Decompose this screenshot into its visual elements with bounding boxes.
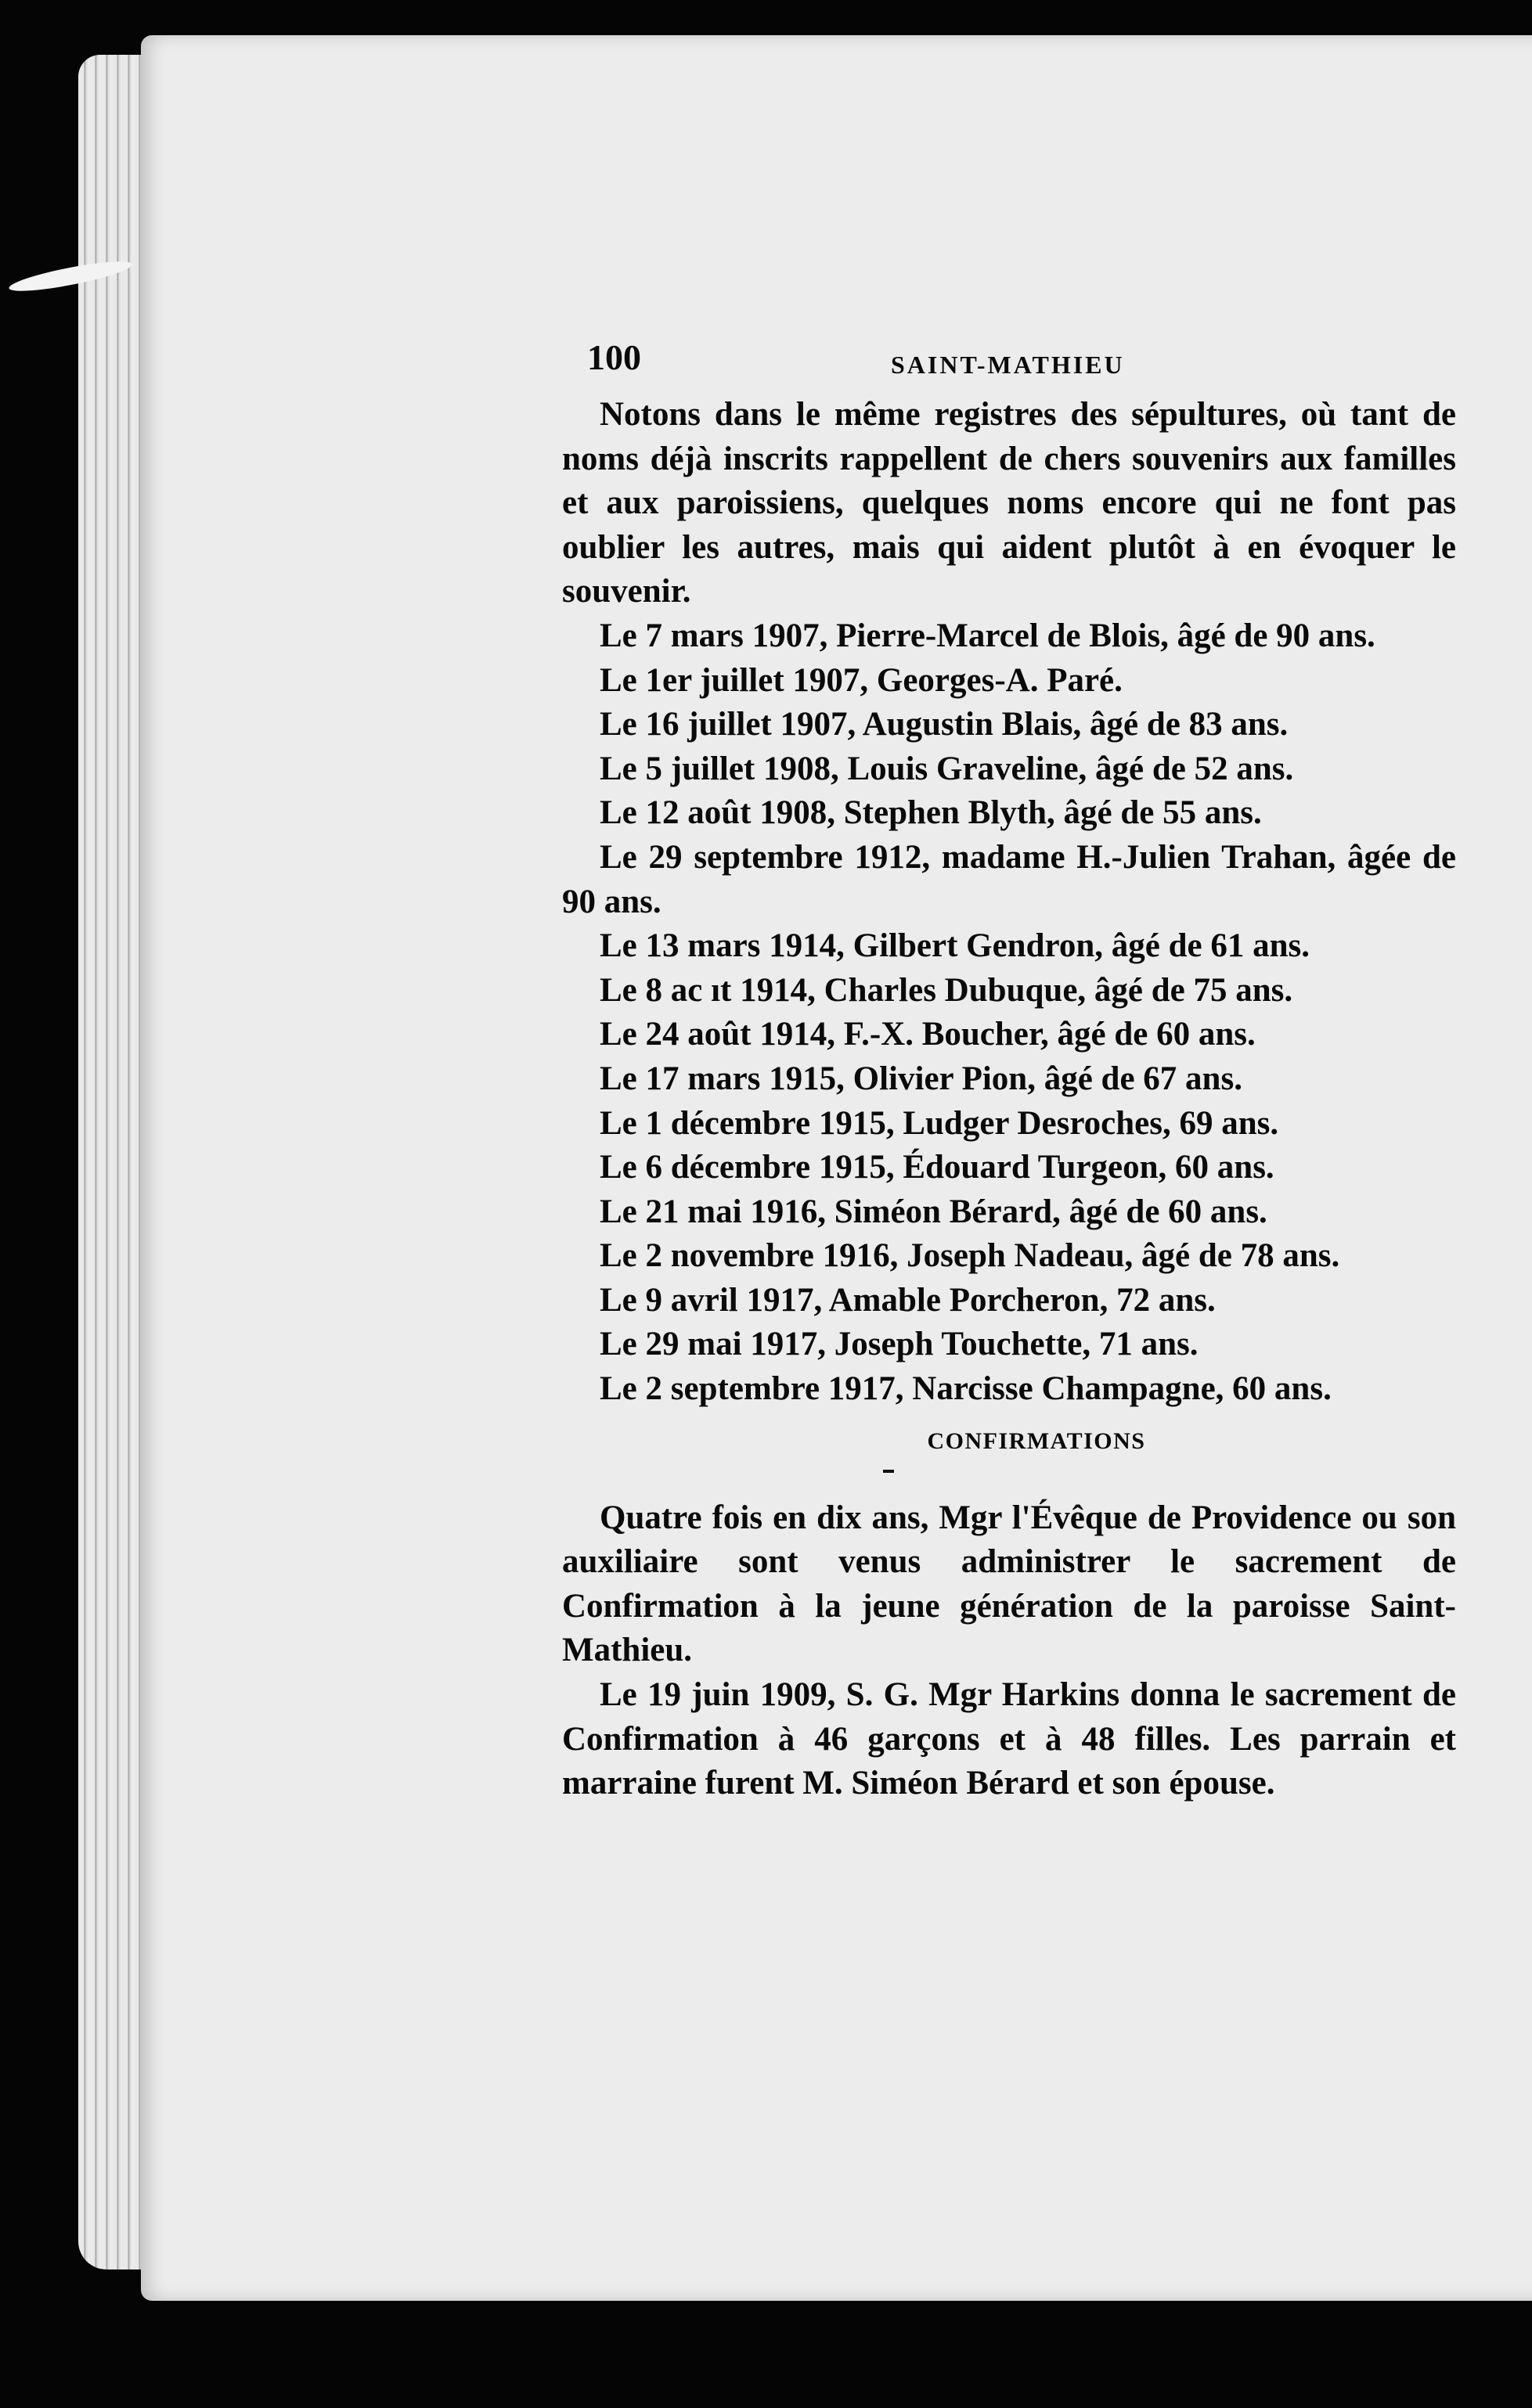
- burial-entry: Le 1er juillet 1907, Georges-A. Paré.: [600, 661, 1123, 699]
- burial-entry: Le 29 septembre 1912, madame H.-Julien Trahan, âgée de 90 ans.: [562, 838, 1456, 920]
- intro-paragraph: Notons dans le même registres des sépultures, où tant de noms déjà inscrits rappellent de chers souvenirs aux familles et aux paroissiens, quelques noms encore qui ne font pas oublier les autres, mais qui aident plutôt à en évoquer le souvenir.: [562, 396, 1456, 610]
- burial-entry: Le 21 mai 1916, Siméon Bérard, âgé de 60 ans.: [600, 1193, 1267, 1230]
- burial-entry: Le 16 juillet 1907, Augustin Blais, âgé de 83 ans.: [600, 706, 1289, 743]
- burial-entry: Le 9 avril 1917, Amable Porcheron, 72 ans.: [600, 1281, 1216, 1319]
- page-text-block: [562, 337, 1456, 1806]
- burial-entry: Le 2 septembre 1917, Narcisse Champagne, 60 ans.: [600, 1370, 1332, 1408]
- burial-list: [562, 614, 1456, 1412]
- section-heading-confirmations: CONFIRMATIONS: [927, 1427, 1146, 1454]
- burial-entry: Le 29 mai 1917, Joseph Touchette, 71 ans.: [600, 1326, 1199, 1363]
- burial-entry: Le 24 août 1914, F.-X. Boucher, âgé de 60 ans.: [600, 1016, 1256, 1053]
- page-number: 100: [587, 337, 641, 377]
- burial-entry: Le 1 décembre 1915, Ludger Desroches, 69 ans.: [600, 1104, 1279, 1142]
- burial-entry: Le 8 ac ıt 1914, Charles Dubuque, âgé de 75 ans.: [600, 971, 1293, 1009]
- confirmations-paragraph: Le 19 juin 1909, S. G. Mgr Harkins donna le sacrement de Confirmation à 46 garçons et à 48 filles. Les parrain et marraine furent M. Siméon Bérard et son épouse.: [562, 1676, 1456, 1802]
- burial-entry: Le 7 mars 1907, Pierre-Marcel de Blois, âgé de 90 ans.: [600, 617, 1375, 654]
- burial-entry: Le 12 août 1908, Stephen Blyth, âgé de 55 ans.: [600, 794, 1262, 832]
- page-header: [562, 337, 1456, 393]
- section-divider: [883, 1470, 894, 1473]
- confirmations-paragraph: Quatre fois en dix ans, Mgr l'Évêque de Providence ou son auxiliaire sont venus administrer le sacrement de Confirmation à la jeune génération de la paroisse Saint-Mathieu.: [562, 1499, 1456, 1669]
- running-title: SAINT-MATHIEU: [891, 351, 1125, 379]
- burial-entry: Le 17 mars 1915, Olivier Pion, âgé de 67 ans.: [600, 1060, 1242, 1097]
- burial-entry: Le 6 décembre 1915, Édouard Turgeon, 60 ans.: [600, 1149, 1274, 1186]
- burial-entry: Le 2 novembre 1916, Joseph Nadeau, âgé de 78 ans.: [600, 1237, 1340, 1275]
- burial-entry: Le 13 mars 1914, Gilbert Gendron, âgé de 61 ans.: [600, 927, 1310, 965]
- burial-entry: Le 5 juillet 1908, Louis Graveline, âgé de 52 ans.: [600, 750, 1294, 787]
